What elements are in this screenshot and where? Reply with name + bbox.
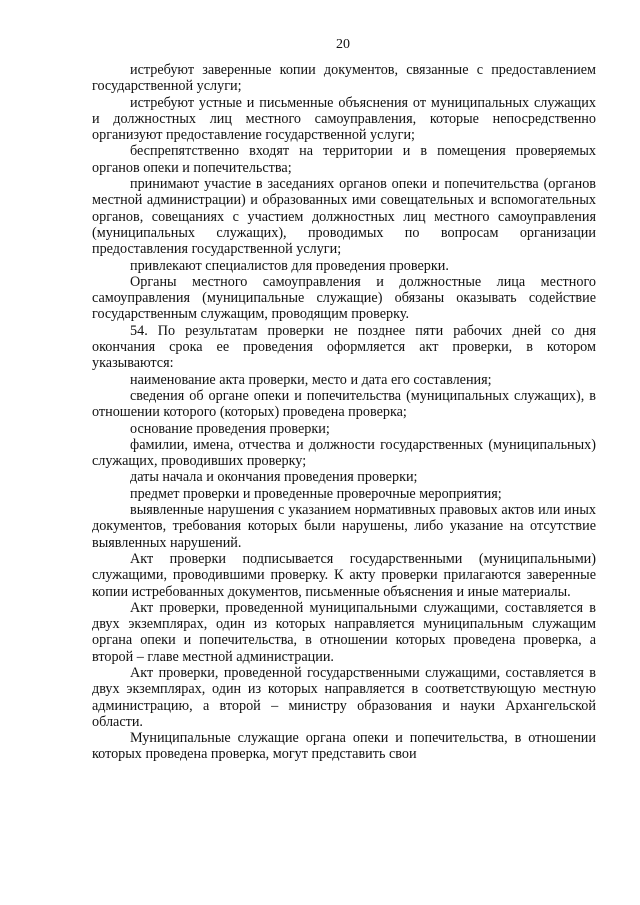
paragraph-11: фамилии, имена, отчества и должности государственных (муниципальных) служащих, проводивших проверку;	[92, 436, 596, 470]
paragraph-13: предмет проверки и проведенные проверочные мероприятия;	[130, 485, 502, 502]
paragraph-3: беспрепятственно входят на территории и в помещения проверяемых органов опеки и попечительства;	[92, 143, 596, 176]
paragraph-16: Акт проверки, проведенной муниципальными служащими, составляется в двух экземплярах, один из которых направляется муниципальным служащим органа опеки и попечительства, в отношении которых проведена проверка, а второй – главе местной администрации.	[92, 599, 596, 665]
paragraph-8: наименование акта проверки, место и дата его составления;	[130, 371, 492, 388]
paragraph-5: привлекают специалистов для проведения проверки.	[130, 257, 449, 274]
paragraph-18: Муниципальные служащие органа опеки и попечительства, в отношении которых проведена проверка, могут представить свои	[92, 730, 596, 763]
page-number: 20	[336, 37, 350, 52]
paragraph-17: Акт проверки, проведенной государственными служащими, составляется в двух экземплярах, один из которых направляется в соответствующую местную администрацию, а второй – министру образования и науки Архангельской области.	[92, 664, 596, 730]
document-body	[92, 62, 596, 763]
paragraph-15: Акт проверки подписывается государственными (муниципальными) служащими, проводившими проверку. К акту проверки прилагаются заверенные копии истребованных документов, письменные объяснения и иные материалы.	[92, 550, 596, 600]
paragraph-1: истребуют заверенные копии документов, связанные с предоставлением государственной услуги;	[92, 62, 596, 95]
paragraph-14: выявленные нарушения с указанием нормативных правовых актов или иных документов, требования которых были нарушены, либо указание на отсутствие выявленных нарушений.	[92, 502, 596, 551]
paragraph-6: Органы местного самоуправления и должностные лица местного самоуправления (муниципальные служащие) обязаны оказывать содействие государственным служащим, проводящим проверку.	[92, 273, 596, 323]
paragraph-7: 54. По результатам проверки не позднее пяти рабочих дней со дня окончания срока ее проведения оформляется акт проверки, в котором указываются:	[92, 322, 596, 372]
paragraph-4: принимают участие в заседаниях органов опеки и попечительства (органов местной администрации) и образованных ими совещательных и вспомогательных органов, совещаниях с участием должностных лиц местного самоуправления (муниципальных служащих), проводимых по вопросам организации предоставления государственной услуги;	[92, 176, 596, 258]
paragraph-2: истребуют устные и письменные объяснения от муниципальных служащих и должностных лиц местного самоуправления, которые непосредственно организуют предоставление государственной услуги;	[92, 94, 596, 144]
paragraph-12: даты начала и окончания проведения проверки;	[130, 469, 418, 486]
paragraph-9: сведения об органе опеки и попечительства (муниципальных служащих), в отношении которого (которых) проведена проверка;	[92, 387, 596, 421]
paragraph-10: основание проведения проверки;	[130, 420, 330, 437]
